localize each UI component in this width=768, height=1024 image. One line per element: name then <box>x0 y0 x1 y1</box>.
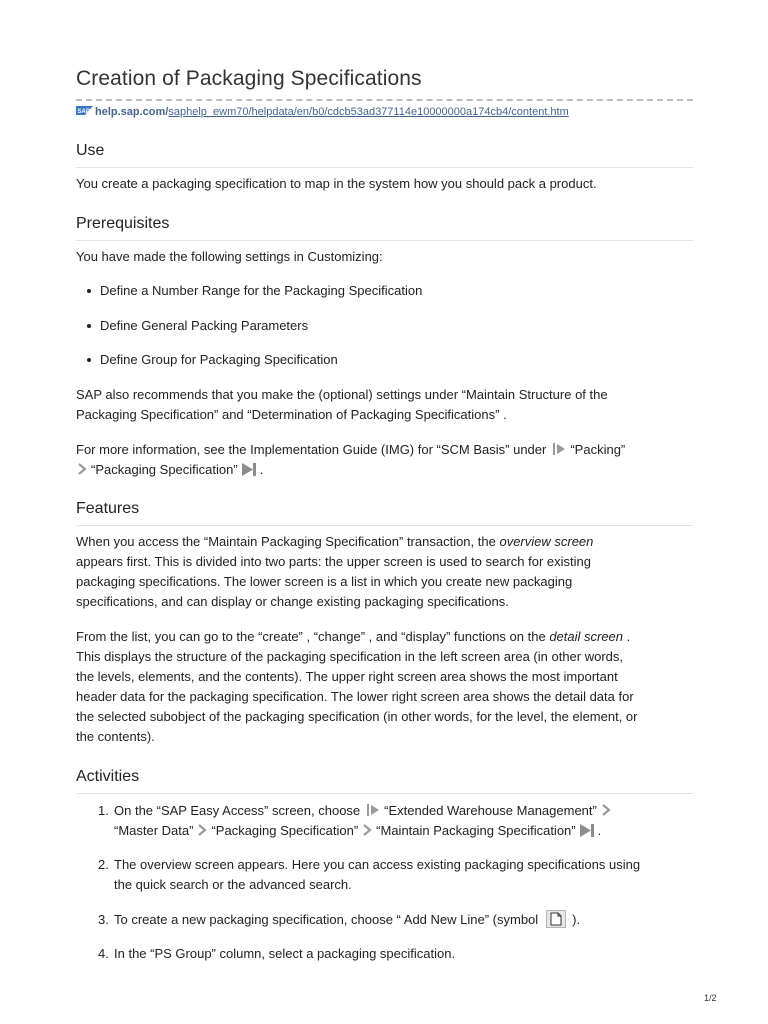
features-heading: Features <box>76 500 140 517</box>
list-item <box>98 801 694 841</box>
text-span: appears first. This is divided into two parts: the upper screen is used to search for existing <box>76 554 591 569</box>
activities-heading: Activities <box>76 768 140 785</box>
text-span: the contents). <box>76 729 155 744</box>
prerequisites-divider <box>76 240 693 241</box>
menu-path-end-icon <box>242 463 256 476</box>
text-span: the quick search or the advanced search. <box>114 877 352 892</box>
source-host[interactable]: help.sap.com/ <box>95 106 169 118</box>
features-paragraph-1 <box>76 532 693 612</box>
list-item: Define Group for Packaging Specification <box>100 350 338 370</box>
list-item <box>98 855 694 895</box>
overview-screen-term: overview screen <box>499 534 594 549</box>
prerequisites-intro: You have made the following settings in Customizing: <box>76 249 383 264</box>
source-link[interactable] <box>76 106 569 118</box>
recommendation-line-1: SAP also recommends that you make the (optional) settings under “Maintain Structure of the <box>76 387 608 402</box>
text-span: To create a new packaging specification, choose “ Add New Line” (symbol <box>114 912 539 927</box>
text-span: “Packaging Specification” <box>211 823 359 838</box>
use-heading: Use <box>76 142 105 159</box>
more-info-lead: For more information, see the Implementation Guide (IMG) for “SCM Basis” under <box>76 442 547 457</box>
text-span: “Extended Warehouse Management” <box>384 803 597 818</box>
menu-path-end-icon <box>580 824 594 837</box>
step-number: 4. <box>98 946 109 961</box>
text-span: “Maintain Packaging Specification” <box>376 823 576 838</box>
more-info-end: . <box>259 462 264 477</box>
title-divider <box>76 99 693 101</box>
detail-screen-term: detail screen <box>549 629 624 644</box>
text-span: specifications, and can display or change existing packaging specifications. <box>76 594 509 609</box>
text-span: . <box>626 629 631 644</box>
text-span: the selected subobject of the packaging specification (in other words, for the level, the element, or <box>76 709 638 724</box>
menu-arrow-icon <box>361 824 373 836</box>
prerequisites-heading: Prerequisites <box>76 215 170 232</box>
features-divider <box>76 525 693 526</box>
menu-path-start-icon <box>552 443 566 455</box>
text-span: packaging specifications. The lower screen is a list in which you create new packaging <box>76 574 573 589</box>
page-number: 1/2 <box>704 993 717 1003</box>
text-span: This displays the structure of the packaging specification in the left screen area (in other words, <box>76 649 624 664</box>
step-number: 1. <box>98 803 109 818</box>
text-span: From the list, you can go to the “create” , “change” , and “display” functions on the <box>76 629 546 644</box>
menu-arrow-icon <box>196 824 208 836</box>
text-span: When you access the “Maintain Packaging Specification” transaction, the <box>76 534 496 549</box>
features-paragraph-2 <box>76 627 693 747</box>
use-divider <box>76 167 693 168</box>
menu-path-start-icon <box>366 804 380 816</box>
list-item: Define a Number Range for the Packaging Specification <box>100 281 422 301</box>
list-item <box>98 910 694 930</box>
more-info-text <box>76 440 693 480</box>
text-span: the levels, elements, and the contents). The upper right screen area shows the most important <box>76 669 618 684</box>
menu-arrow-icon <box>76 463 88 475</box>
menu-arrow-icon <box>600 804 612 816</box>
text-span: The overview screen appears. Here you can access existing packaging specifications using <box>114 857 641 872</box>
use-text: You create a packaging specification to map in the system how you should pack a product. <box>76 176 597 191</box>
list-item: Define General Packing Parameters <box>100 316 308 336</box>
list-item <box>98 944 694 964</box>
more-info-packing: “Packing” <box>570 442 626 457</box>
recommendation-text <box>76 385 693 425</box>
text-span: In the “PS Group” column, select a packaging specification. <box>114 946 456 961</box>
text-span: header data for the packaging specification. The lower right screen area shows the detail data for <box>76 689 634 704</box>
more-info-packaging-spec: “Packaging Specification” <box>91 462 238 477</box>
text-span: On the “SAP Easy Access” screen, choose <box>114 803 361 818</box>
page-title: Creation of Packaging Specifications <box>76 67 422 90</box>
step-number: 2. <box>98 857 109 872</box>
text-span: ). <box>572 912 581 927</box>
text-span: “Master Data” <box>114 823 194 838</box>
add-new-line-icon <box>546 910 566 928</box>
activities-divider <box>76 793 693 794</box>
recommendation-line-2: Packaging Specification” and “Determination of Packaging Specifications” . <box>76 407 507 422</box>
svg-text:SAP: SAP <box>77 109 90 115</box>
text-span: . <box>597 823 602 838</box>
sap-logo-icon <box>76 106 93 115</box>
source-path[interactable]: saphelp_ewm70/helpdata/en/b0/cdcb53ad377114e10000000a174cb4/content.htm <box>168 106 569 118</box>
step-number: 3. <box>98 912 109 927</box>
